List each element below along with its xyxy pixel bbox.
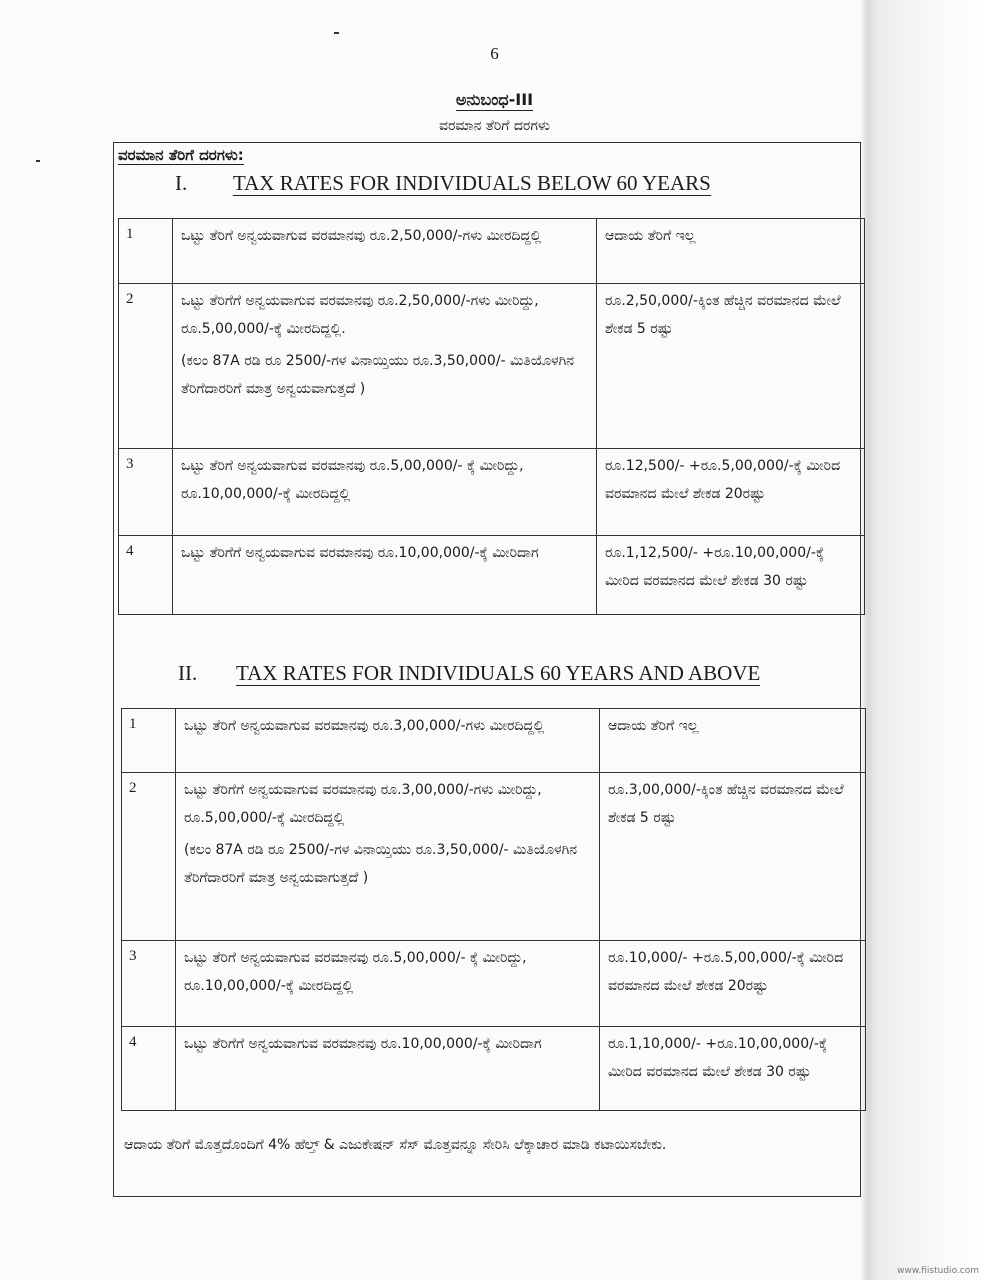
rate-cell: ರೂ.3,00,000/-ಕ್ಕಿಂತ ಹೆಚ್ಚಿನ ವರಮಾನದ ಮೇಲೆ ಶೇಕಡ 5 ರಷ್ಟು: [600, 773, 866, 941]
table-row: [122, 941, 866, 1027]
section-1-number: I.: [175, 171, 188, 195]
row-number: 3: [119, 449, 173, 536]
row-number: 1: [122, 709, 176, 773]
table-below-60: [118, 218, 865, 615]
table-row: [122, 1027, 866, 1111]
section-1-heading: TAX RATES FOR INDIVIDUALS BELOW 60 YEARS: [233, 171, 711, 195]
rebate-note: (ಕಲಂ 87A ರಡಿ ರೂ 2500/-ಗಳ ವಿನಾಯ್ತಿಯು ರೂ.3,50,000/- ಮಿತಿಯೊಳಗಿನ ತೆರಿಗೆದಾರರಿಗೆ ಮಾತ್ರ ಅನ್ವಯವಾಗುತ್ತದೆ ): [181, 353, 575, 397]
row-number: 4: [119, 536, 173, 615]
watermark: www.fiistudio.com: [897, 1266, 979, 1276]
slab-cell: [173, 284, 597, 449]
slab-text: ಒಟ್ಟು ತೆರಿಗೆಗೆ ಅನ್ವಯವಾಗುವ ವರಮಾನವು ರೂ.2,50,000/-ಗಳು ಮೀರಿದ್ದು, ರೂ.5,00,000/-ಕ್ಕೆ ಮೀರದಿದ್ದಲ್ಲಿ.: [181, 293, 539, 337]
scan-speck: [36, 160, 40, 162]
slab-text: ಒಟ್ಟು ತೆರಿಗೆಗೆ ಅನ್ವಯವಾಗುವ ವರಮಾನವು ರೂ.3,00,000/-ಗಳು ಮೀರಿದ್ದು, ರೂ.5,00,000/-ಕ್ಕೆ ಮೀರದಿದ್ದಲ್ಲಿ: [184, 782, 542, 826]
row-number: 1: [119, 219, 173, 284]
table-60-and-above: [121, 708, 866, 1111]
section-2-heading: TAX RATES FOR INDIVIDUALS 60 YEARS AND ABOVE: [236, 661, 761, 685]
slab-cell: ಒಟ್ಟು ತೆರಿಗೆ ಅನ್ವಯವಾಗುವ ವರಮಾನವು ರೂ.5,00,000/- ಕ್ಕೆ ಮೀರಿದ್ದು, ರೂ.10,00,000/-ಕ್ಕೆ ಮೀರದಿದ್ದಲ್ಲಿ: [173, 449, 597, 536]
table-row: [119, 449, 865, 536]
table-row: [119, 219, 865, 284]
row-number: 3: [122, 941, 176, 1027]
table-row: [122, 709, 866, 773]
section-2-title: [178, 661, 760, 686]
annex-title: ಅನುಬಂಧ-III: [455, 90, 534, 109]
box-heading: ವರಮಾನ ತೆರಿಗೆ ದರಗಳು:: [118, 146, 244, 164]
rate-cell: ರೂ.12,500/- +ರೂ.5,00,000/-ಕ್ಕೆ ಮೀರಿದ ವರಮಾನದ ಮೇಲೆ ಶೇಕಡ 20ರಷ್ಟು: [597, 449, 865, 536]
scan-speck: [334, 32, 339, 34]
rebate-note: (ಕಲಂ 87A ರಡಿ ರೂ 2500/-ಗಳ ವಿನಾಯ್ತಿಯು ರೂ.3,50,000/- ಮಿತಿಯೊಳಗಿನ ತೆರಿಗೆದಾರರಿಗೆ ಮಾತ್ರ ಅನ್ವಯವಾಗುತ್ತದೆ ): [184, 842, 578, 886]
page-number: 6: [490, 44, 499, 63]
slab-cell: ಒಟ್ಟು ತೆರಿಗೆಗೆ ಅನ್ವಯವಾಗುವ ವರಮಾನವು ರೂ.10,00,000/-ಕ್ಕೆ ಮೀರಿದಾಗ: [176, 1027, 600, 1111]
slab-cell: ಒಟ್ಟು ತೆರಿಗೆ ಅನ್ವಯವಾಗುವ ವರಮಾನವು ರೂ.3,00,000/-ಗಳು ಮೀರದಿದ್ದಲ್ಲಿ: [176, 709, 600, 773]
slab-cell: [176, 773, 600, 941]
table-row: [122, 773, 866, 941]
row-number: 2: [119, 284, 173, 449]
rate-cell: ರೂ.2,50,000/-ಕ್ಕಿಂತ ಹೆಚ್ಚಿನ ವರಮಾನದ ಮೇಲೆ ಶೇಕಡ 5 ರಷ್ಟು: [597, 284, 865, 449]
row-number: 4: [122, 1027, 176, 1111]
slab-cell: ಒಟ್ಟು ತೆರಿಗೆಗೆ ಅನ್ವಯವಾಗುವ ವರಮಾನವು ರೂ.10,00,000/-ಕ್ಕೆ ಮೀರಿದಾಗ: [173, 536, 597, 615]
rate-cell: ರೂ.1,12,500/- +ರೂ.10,00,000/-ಕ್ಕೆ ಮೀರಿದ ವರಮಾನದ ಮೇಲೆ ಶೇಕಡ 30 ರಷ್ಟು: [597, 536, 865, 615]
annex-subtitle: ವರಮಾನ ತೆರಿಗೆ ದರಗಳು: [439, 118, 550, 134]
slab-cell: ಒಟ್ಟು ತೆರಿಗೆ ಅನ್ವಯವಾಗುವ ವರಮಾನವು ರೂ.5,00,000/- ಕ್ಕೆ ಮೀರಿದ್ದು, ರೂ.10,00,000/-ಕ್ಕೆ ಮೀರದಿದ್ದಲ್ಲಿ: [176, 941, 600, 1027]
rate-cell: ಆದಾಯ ತೆರಿಗೆ ಇಲ್ಲ: [597, 219, 865, 284]
rate-cell: ರೂ.10,000/- +ರೂ.5,00,000/-ಕ್ಕೆ ಮೀರಿದ ವರಮಾನದ ಮೇಲೆ ಶೇಕಡ 20ರಷ್ಟು: [600, 941, 866, 1027]
row-number: 2: [122, 773, 176, 941]
section-2-number: II.: [178, 661, 198, 685]
section-1-title: [175, 171, 711, 196]
rate-cell: ಆದಾಯ ತೆರಿಗೆ ಇಲ್ಲ: [600, 709, 866, 773]
cess-note: ಆದಾಯ ತೆರಿಗೆ ಮೊತ್ತದೊಂದಿಗೆ 4% ಹೆಲ್ತ್ & ಎಜುಕೇಷನ್ ಸೆಸ್ ಮೊತ್ತವನ್ನೂ ಸೇರಿಸಿ ಲೆಕ್ಕಾಚಾರ ಮಾಡಿ ಕಟಾಯಿಸಬೇಕು.: [124, 1137, 667, 1153]
scan-margin: [868, 0, 989, 1280]
table-row: [119, 536, 865, 615]
table-row: [119, 284, 865, 449]
rate-cell: ರೂ.1,10,000/- +ರೂ.10,00,000/-ಕ್ಕೆ ಮೀರಿದ ವರಮಾನದ ಮೇಲೆ ಶೇಕಡ 30 ರಷ್ಟು: [600, 1027, 866, 1111]
slab-cell: ಒಟ್ಟು ತೆರಿಗೆ ಅನ್ವಯವಾಗುವ ವರಮಾನವು ರೂ.2,50,000/-ಗಳು ಮೀರದಿದ್ದಲ್ಲಿ: [173, 219, 597, 284]
